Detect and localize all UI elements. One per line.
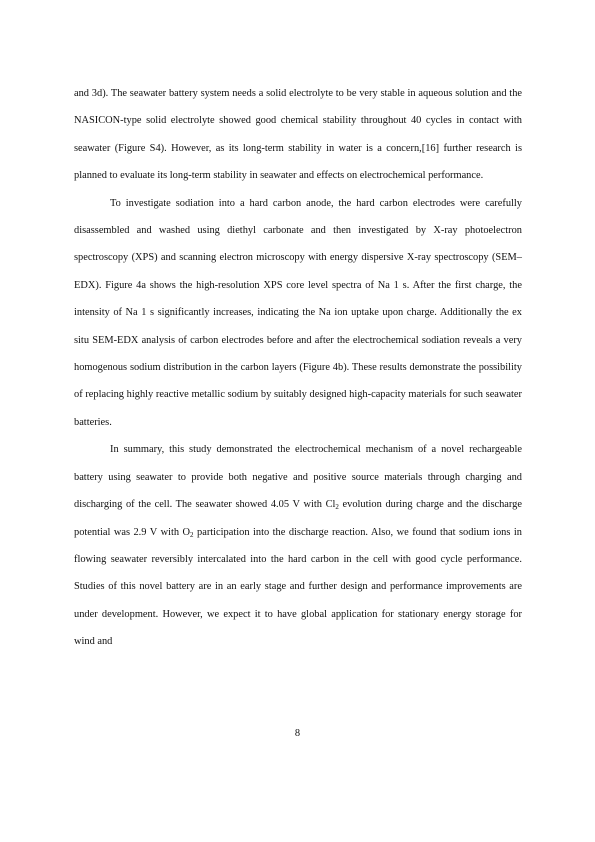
body-text [74, 80, 522, 656]
summary-text-part-1: In summary, this study demonstrated the electrochemical mechanism of a novel rechargeable battery using seawater to provide both negative and positive source materials through charging and discharging of the cell. The seawater showed 4.05 V with Cl [74, 444, 522, 511]
oxygen-subscript: 2 [190, 530, 194, 539]
paragraph-seawater-battery-stability: and 3d). The seawater battery system needs a solid electrolyte to be very stable in aqueous solution and the NASICON-type solid electrolyte showed good chemical stability throughout 40 cycles in contact with seawater (Figure S4). However, as its long-term stability in water is a concern,[16] further research is planned to evaluate its long-term stability in seawater and effects on electrochemical performance. [74, 88, 522, 182]
summary-text-part-3: participation into the discharge reaction. Also, we found that sodium ions in flowing seawater reversibly intercalated into the hard carbon in the cell with good cycle performance. Studies of this novel battery are in an early stage and further design and performance improvements are under development. However, we expect it to have global application for stationary energy storage for wind and [74, 526, 522, 648]
page-number: 8 [294, 728, 301, 739]
summary-text-part-2: evolution during charge and the discharge potential was 2.9 V with O [74, 499, 522, 538]
paragraph-summary [74, 436, 522, 655]
chlorine-subscript: 2 [335, 503, 339, 512]
paragraph-sodiation-investigation: To investigate sodiation into a hard carbon anode, the hard carbon electrodes were carefully disassembled and washed using diethyl carbonate and then investigated by X-ray photoelectron spectroscopy (XPS) and scanning electron microscopy with energy dispersive X-ray spectroscopy (SEM–EDX). Figure 4a shows the high-resolution XPS core level spectra of Na 1 s. After the first charge, the intensity of Na 1 s significantly increases, indicating the Na ion uptake upon charge. Additionally the ex situ SEM-EDX analysis of carbon electrodes before and after the electrochemical sodiation reveals a very homogenous sodium distribution in the carbon layers (Figure 4b). These results demonstrate the possibility of replacing highly reactive metallic sodium by suitably designed high-capacity materials for such seawater batteries. [74, 197, 522, 428]
